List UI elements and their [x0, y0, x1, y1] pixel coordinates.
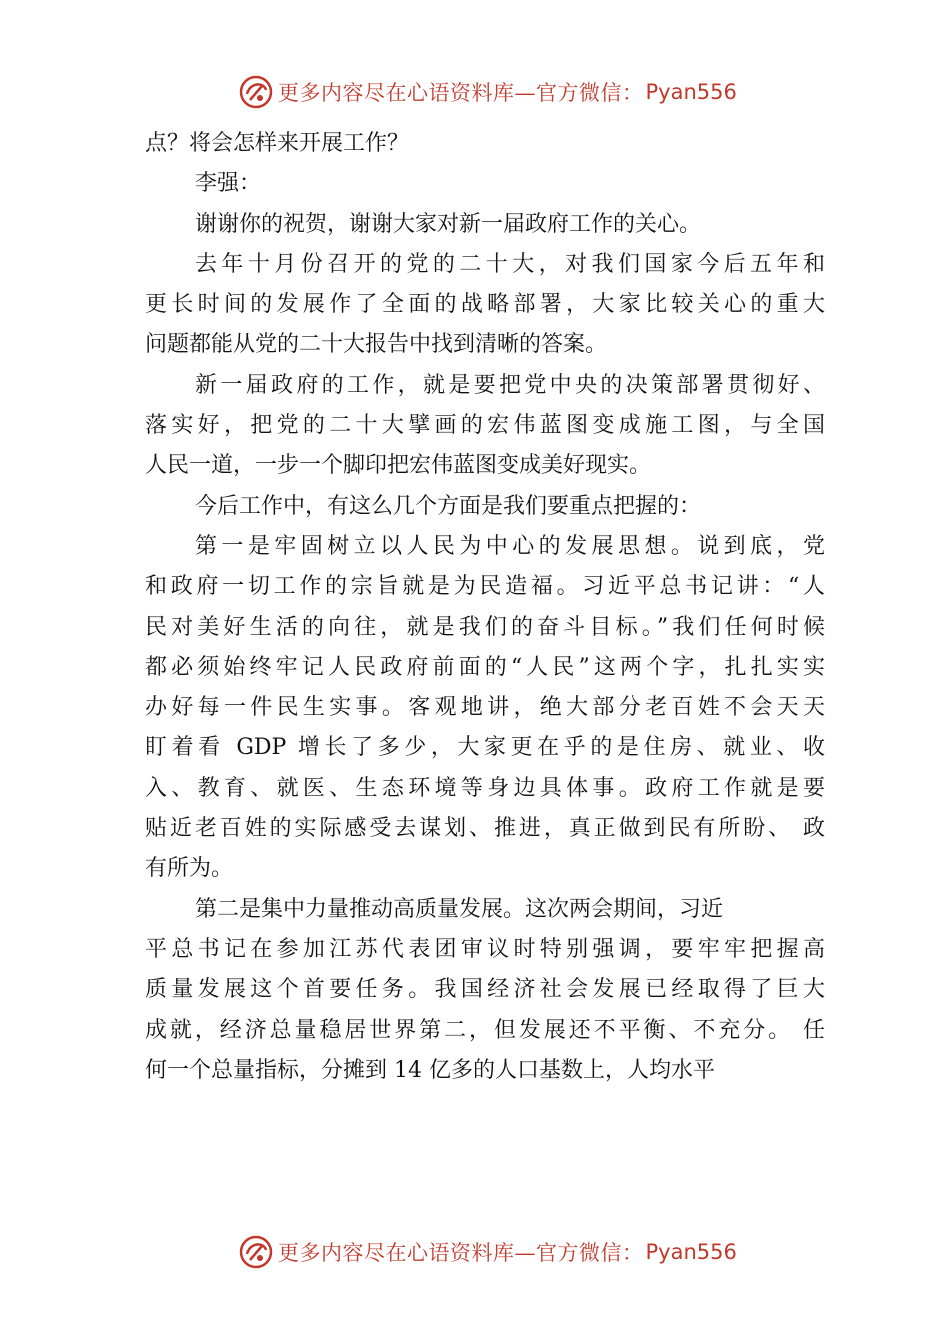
text-line: 第二是集中力量推动高质量发展。这次两会期间，习近 — [195, 896, 724, 922]
text-line: 成就，经济总量稳居世界第二，但发展还不平衡、不充分。 任 — [145, 1017, 825, 1043]
brand-logo-icon — [238, 1234, 274, 1270]
text-line: 都必须始终牢记人民政府前面的“人民”这两个字，扎扎实实 — [145, 654, 825, 680]
text-line: 办好每一件民生实事。客观地讲，绝大部分老百姓不会天天 — [145, 695, 825, 721]
text-line: 去年十月份召开的党的二十大，对我们国家今后五年和 — [195, 251, 825, 277]
footer-wechat-id: Pyan556 — [645, 1240, 737, 1264]
text-line: 谢谢你的祝贺，谢谢大家对新一届政府工作的关心。 — [195, 211, 702, 237]
text-line: 第一是牢固树立以人民为中心的发展思想。说到底，党 — [195, 533, 825, 559]
header-banner — [0, 72, 950, 112]
text-line: 民对美好生活的向往，就是我们的奋斗目标。”我们任何时候 — [145, 614, 825, 640]
brand-logo-icon — [238, 74, 274, 110]
text-line: 有所为。 — [145, 856, 234, 882]
text-line: 平总书记在参加江苏代表团审议时特别强调，要牢牢把握高 — [145, 936, 825, 962]
text-line: 今后工作中，有这么几个方面是我们要重点把握的： — [195, 493, 702, 519]
header-wechat-id: Pyan556 — [645, 80, 737, 104]
text-line: 何一个总量指标，分摊到 14 亿多的人口基数上，人均水平 — [145, 1057, 715, 1083]
text-line: 入、教育、就医、生态环境等身边具体事。政府工作就是要 — [145, 775, 825, 801]
document-body — [145, 124, 825, 1091]
footer-text: 更多内容尽在心语资料库—官方微信： — [278, 1241, 644, 1265]
text-line: 贴近老百姓的实际感受去谋划、推进，真正做到民有所盼、 政 — [145, 816, 825, 842]
speaker-label: 李强： — [195, 171, 262, 197]
text-line: 新一届政府的工作，就是要把党中央的决策部署贯彻好、 — [195, 372, 825, 398]
text-line: 人民一道，一步一个脚印把宏伟蓝图变成美好现实。 — [145, 453, 652, 479]
header-text: 更多内容尽在心语资料库—官方微信： — [278, 81, 644, 105]
text-line: 和政府一切工作的宗旨就是为民造福。习近平总书记讲：“人 — [145, 574, 825, 600]
text-line: 问题都能从党的二十大报告中找到清晰的答案。 — [145, 332, 608, 358]
text-line: 更长时间的发展作了全面的战略部署，大家比较关心的重大 — [145, 292, 825, 318]
text-line: 盯着看 GDP 增长了多少，大家更在乎的是住房、就业、收 — [145, 735, 825, 761]
text-line: 落实好，把党的二十大擘画的宏伟蓝图变成施工图，与全国 — [145, 413, 825, 439]
text-line: 点？将会怎样来开展工作？ — [145, 131, 410, 156]
text-line: 质量发展这个首要任务。我国经济社会发展已经取得了巨大 — [145, 977, 825, 1003]
footer-banner — [0, 1232, 950, 1272]
